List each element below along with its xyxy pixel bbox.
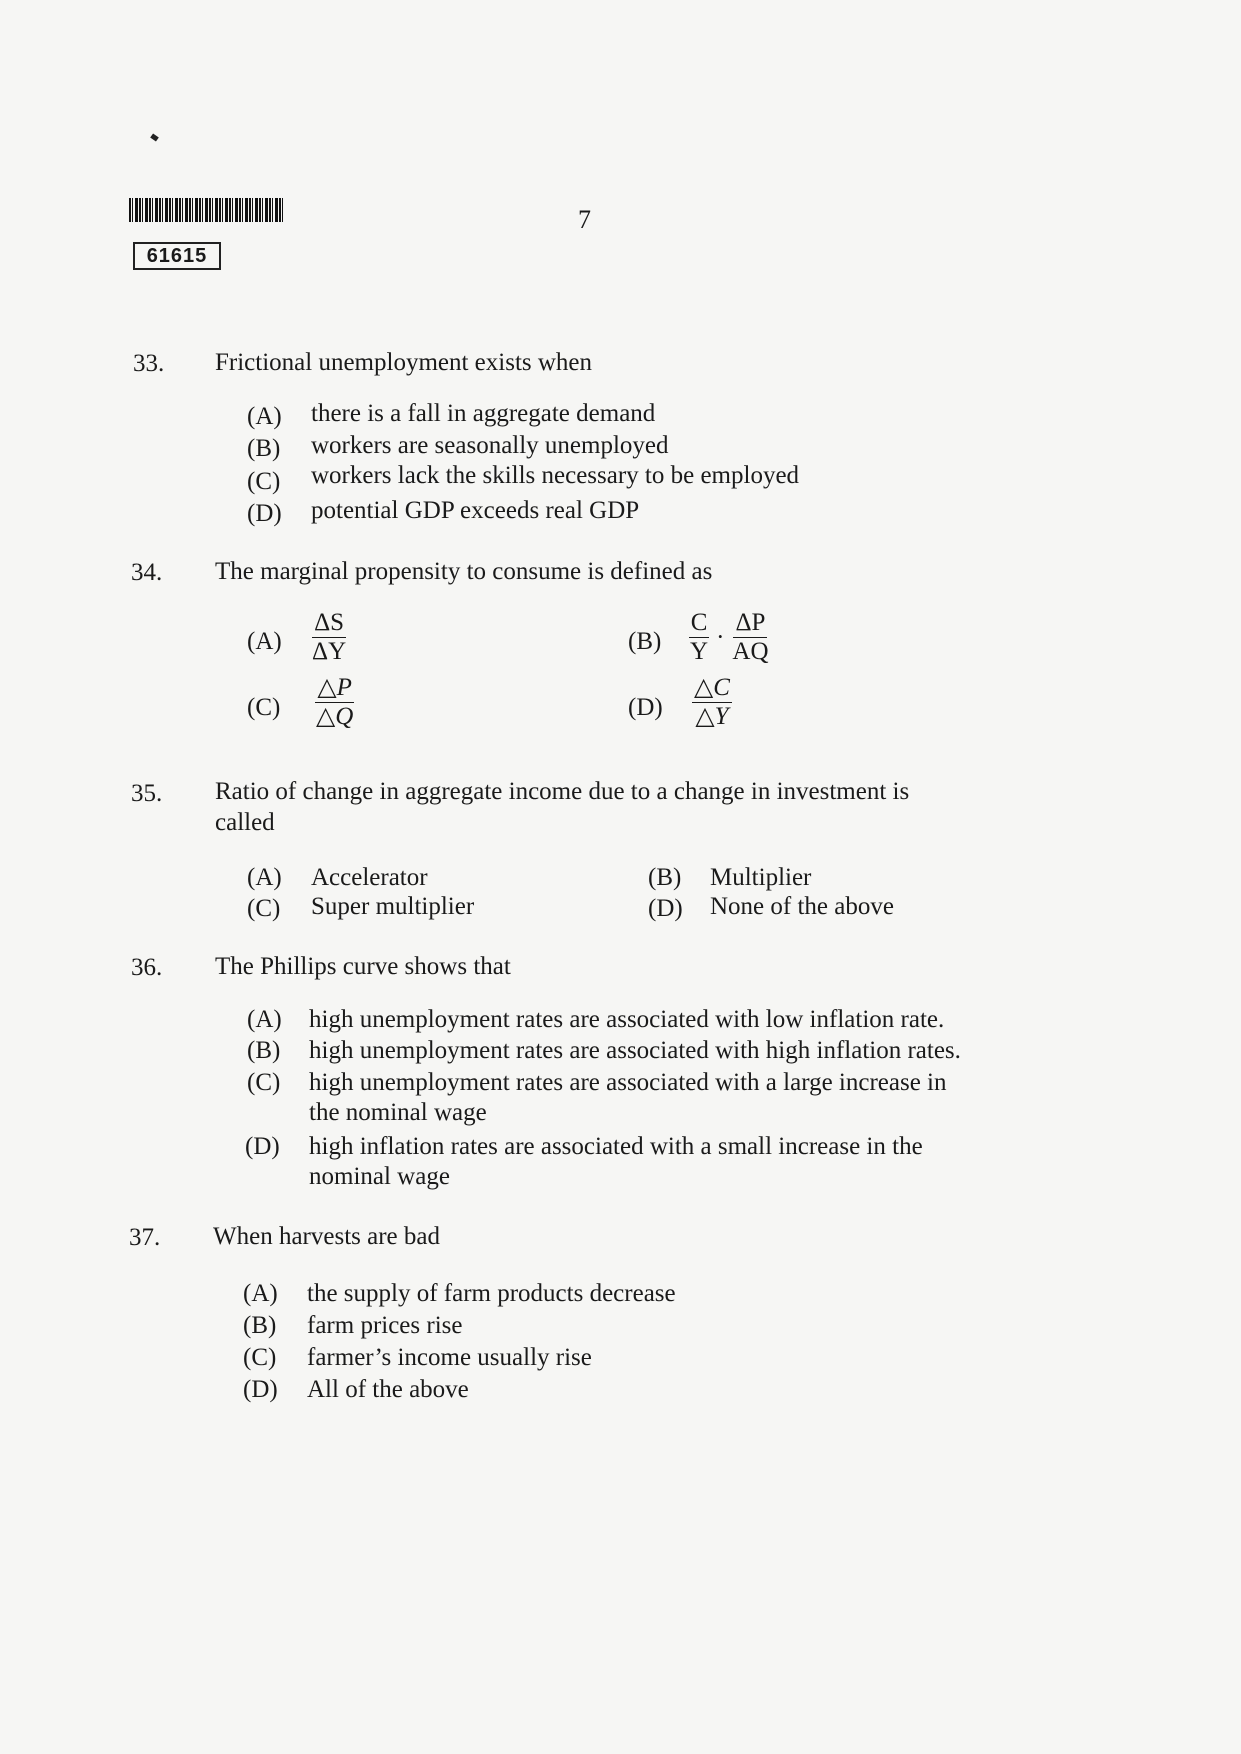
q36-option-d-label: (D) [245, 1133, 280, 1160]
q34-a-denominator: ΔY [312, 638, 347, 665]
q33-option-d-label: (D) [247, 500, 282, 527]
q37-option-d-text: All of the above [307, 1376, 469, 1403]
q34-c-numerator: △P [317, 674, 352, 701]
q33-option-c-text: workers lack the skills necessary to be employed [311, 462, 800, 489]
q37-option-c-text: farmer’s income usually rise [307, 1344, 592, 1371]
q34-option-b-label: (B) [628, 628, 662, 655]
question-35-text-line-1: Ratio of change in aggregate income due to a change in investment is [215, 778, 910, 805]
q34-a-numerator: ΔS [314, 609, 345, 636]
q37-option-d-label: (D) [243, 1376, 278, 1403]
q34-d-denominator: △Y [695, 703, 729, 730]
scan-mark [150, 133, 159, 141]
q33-option-c-label: (C) [247, 468, 281, 495]
question-35-number: 35. [131, 780, 163, 807]
q34-option-b-expression [688, 609, 771, 666]
q36-option-b-text: high unemployment rates are associated with high inflation rates. [309, 1037, 961, 1064]
q34-d-numerator: △C [694, 674, 730, 701]
q37-option-a-label: (A) [243, 1280, 278, 1307]
q33-option-b-label: (B) [247, 435, 281, 462]
q33-option-a-label: (A) [247, 403, 282, 430]
q34-b-fraction-1 [688, 609, 710, 666]
q34-option-c-fraction [314, 674, 355, 731]
q37-option-b-label: (B) [243, 1312, 277, 1339]
question-33-text: Frictional unemployment exists when [215, 349, 593, 376]
q35-option-c-text: Super multiplier [311, 893, 475, 920]
q34-option-d-label: (D) [628, 694, 663, 721]
q34-option-a-fraction [310, 609, 348, 666]
q34-b-denominator-2: AQ [732, 638, 769, 665]
q34-option-a-label: (A) [247, 628, 282, 655]
q35-option-b-text: Multiplier [710, 864, 812, 891]
question-34-number: 34. [131, 559, 163, 586]
q35-option-d-label: (D) [648, 895, 683, 922]
q33-option-d-text: potential GDP exceeds real GDP [311, 497, 640, 524]
question-37-number: 37. [129, 1224, 161, 1251]
paper-code: 61615 [133, 242, 221, 270]
q35-option-a-label: (A) [247, 864, 282, 891]
q35-option-c-label: (C) [247, 895, 281, 922]
q36-option-c-text-line-2: the nominal wage [309, 1099, 487, 1126]
q37-option-c-label: (C) [243, 1344, 277, 1371]
question-33-number: 33. [133, 350, 165, 377]
q34-c-denominator: △Q [316, 703, 354, 730]
q34-b-numerator-1: C [690, 609, 708, 636]
q34-b-dot: · [716, 623, 725, 651]
question-37-text: When harvests are bad [213, 1223, 440, 1250]
barcode [129, 198, 285, 222]
q36-option-c-text-line-1: high unemployment rates are associated with a large increase in [309, 1069, 947, 1096]
q36-option-b-label: (B) [247, 1037, 281, 1064]
question-35-text-line-2: called [215, 809, 275, 836]
q36-option-d-text-line-1: high inflation rates are associated with a small increase in the [309, 1133, 923, 1160]
page-number: 7 [578, 205, 591, 234]
q36-option-c-label: (C) [247, 1069, 281, 1096]
q36-option-d-text-line-2: nominal wage [309, 1163, 450, 1190]
question-36-number: 36. [131, 954, 163, 981]
q34-b-numerator-2: ΔP [735, 609, 766, 636]
q36-option-a-label: (A) [247, 1006, 282, 1033]
q37-option-a-text: the supply of farm products decrease [307, 1280, 676, 1307]
q33-option-b-text: workers are seasonally unemployed [311, 432, 669, 459]
q35-option-a-text: Accelerator [311, 864, 428, 891]
question-34-text: The marginal propensity to consume is defined as [215, 558, 713, 585]
q37-option-b-text: farm prices rise [307, 1312, 463, 1339]
q34-b-fraction-2 [730, 609, 770, 666]
q35-option-d-text: None of the above [710, 893, 894, 920]
q33-option-a-text: there is a fall in aggregate demand [311, 400, 656, 427]
question-36-text: The Phillips curve shows that [215, 953, 511, 980]
q35-option-b-label: (B) [648, 864, 682, 891]
q34-option-c-label: (C) [247, 694, 281, 721]
q36-option-a-text: high unemployment rates are associated with low inflation rate. [309, 1006, 945, 1033]
q34-b-denominator-1: Y [690, 638, 709, 665]
q34-option-d-fraction [692, 674, 732, 731]
